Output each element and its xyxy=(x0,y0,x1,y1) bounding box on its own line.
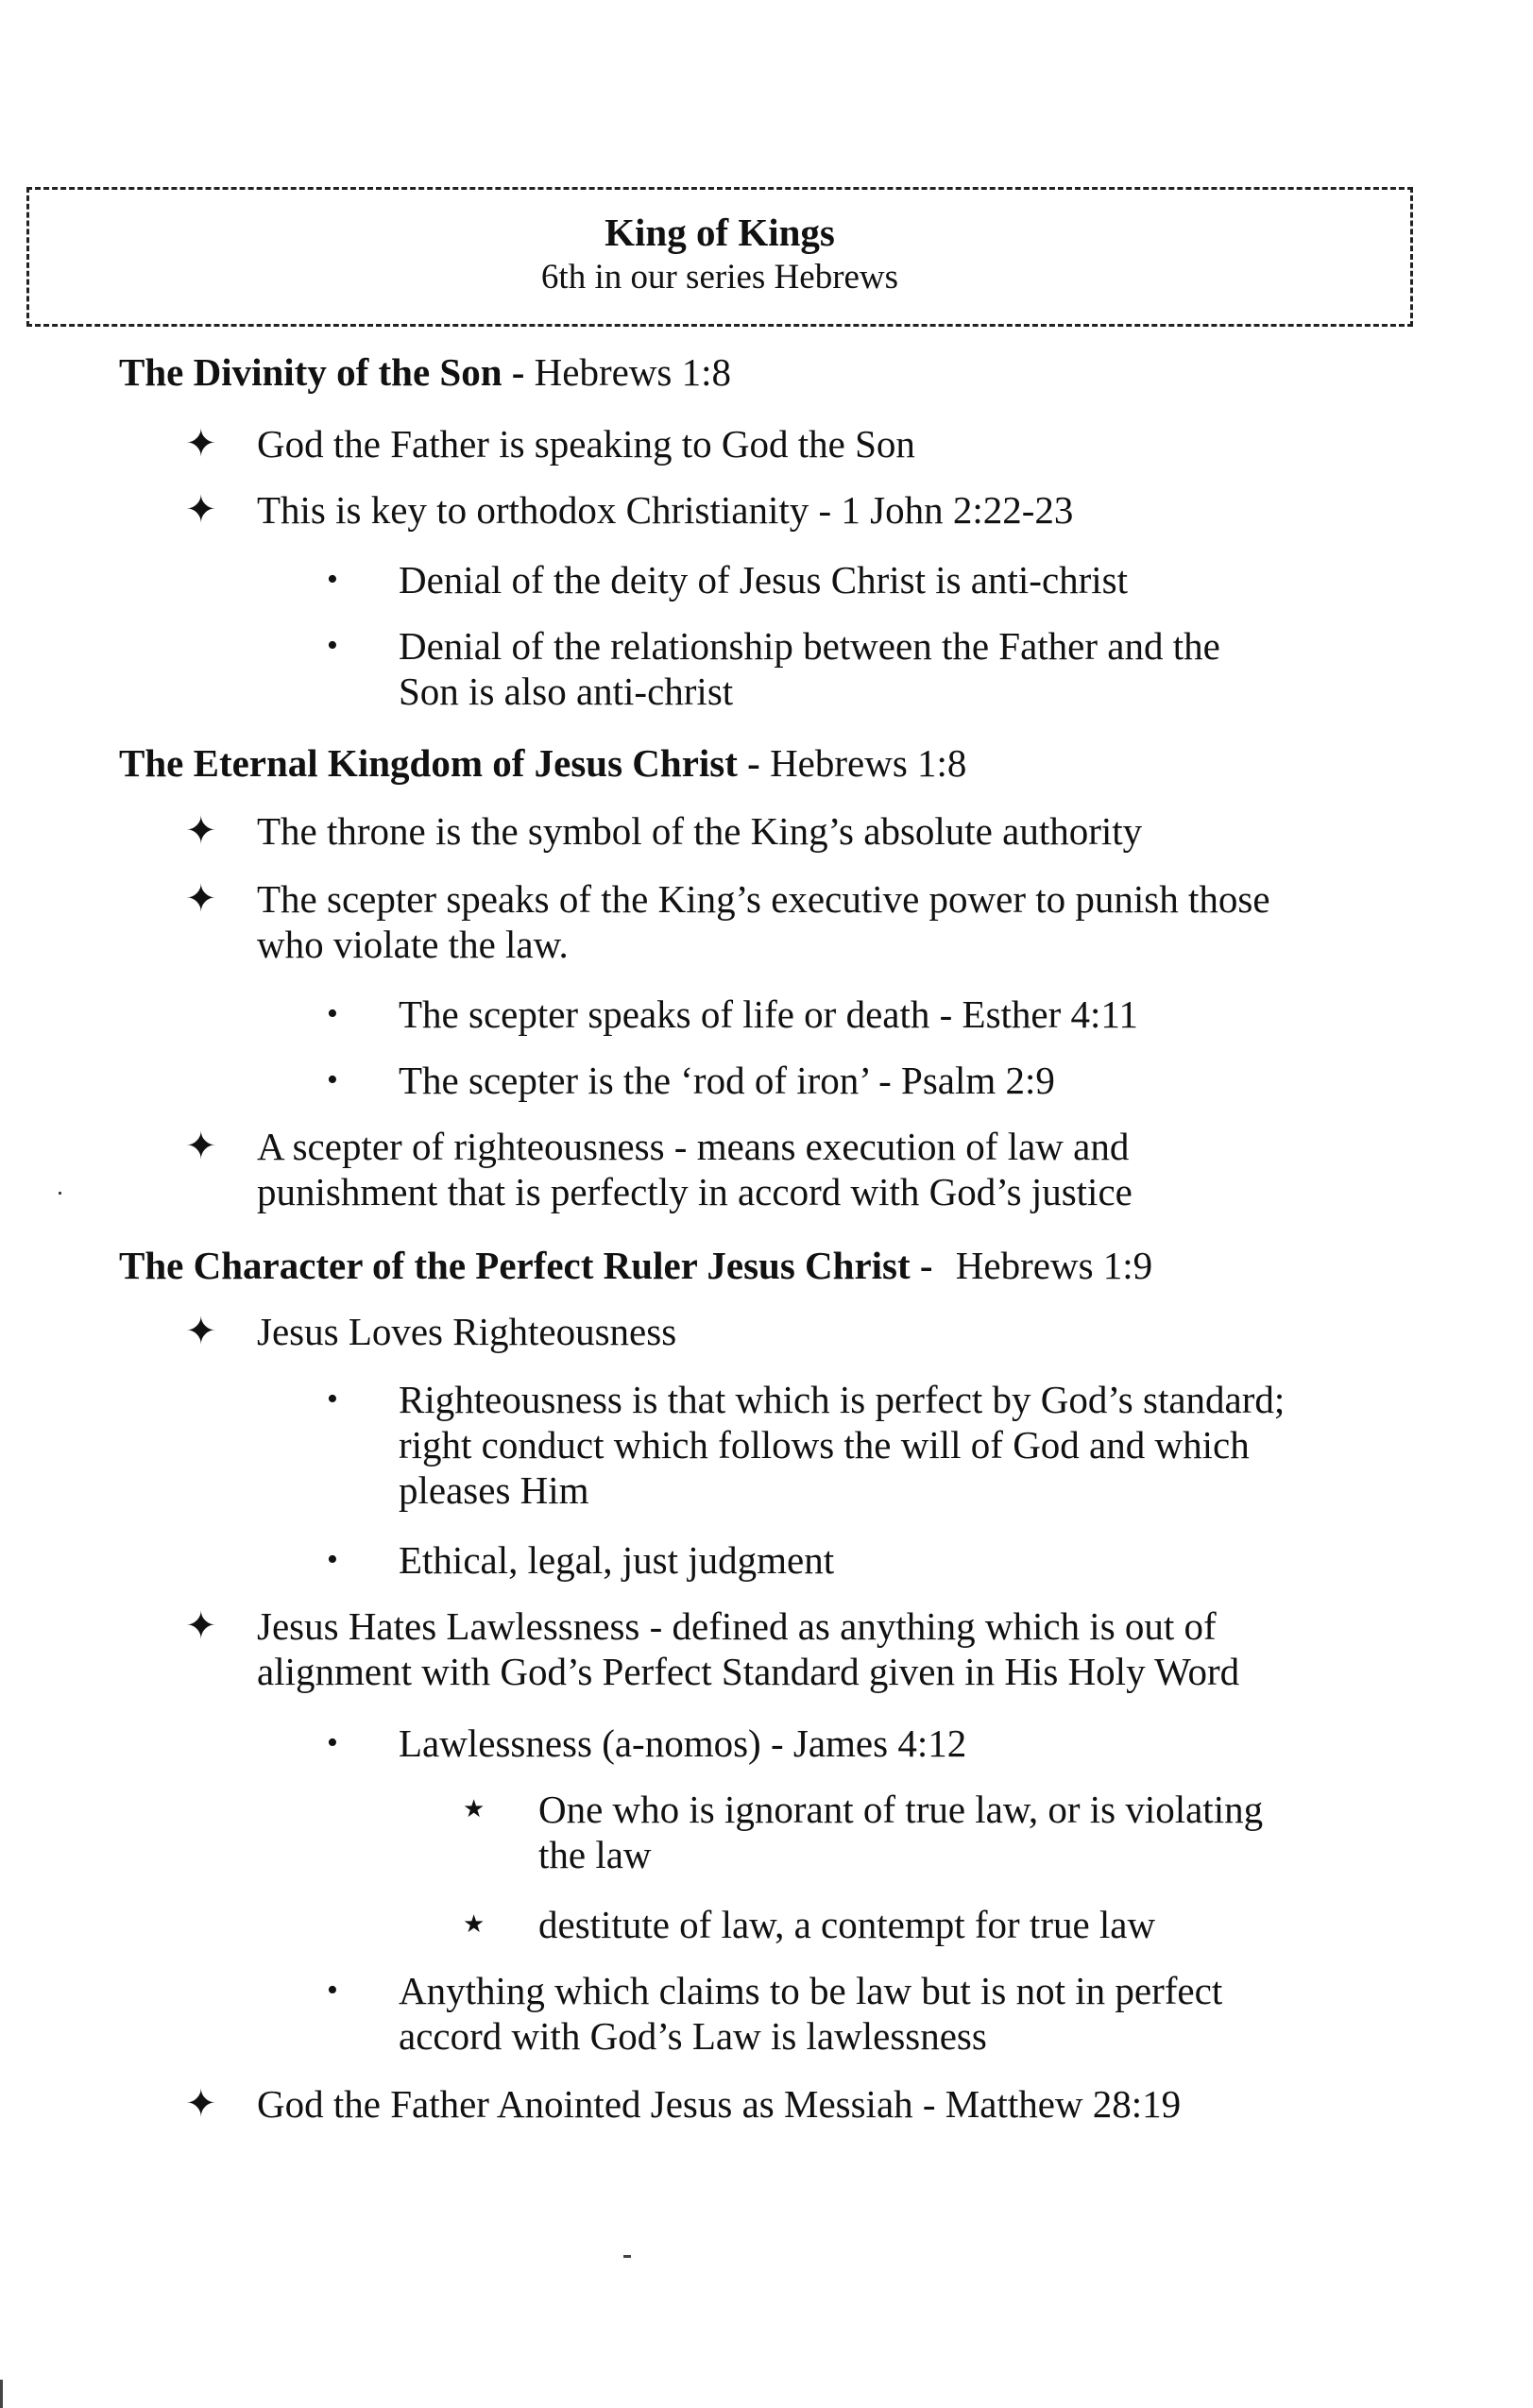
list-item: Ethical, legal, just judgment xyxy=(399,1538,835,1582)
diamond-bullet-icon: ✦ xyxy=(185,1604,217,1647)
list-item-continuation: right conduct which follows the will of God and which xyxy=(399,1423,1250,1467)
list-item: A scepter of righteousness - means execution of law and xyxy=(257,1125,1130,1168)
list-item: destitute of law, a contempt for true law xyxy=(538,1903,1156,1946)
list-item: The scepter is the ‘rod of iron’ - Psalm 2:9 xyxy=(399,1059,1055,1102)
list-item: Anything which claims to be law but is not in perfect xyxy=(399,1969,1223,2012)
section-heading: The Character of the Perfect Ruler Jesus Christ - Hebrews 1:9 xyxy=(119,1244,1153,1287)
list-item: Jesus Hates Lawlessness - defined as anything which is out of xyxy=(257,1604,1217,1648)
list-item: God the Father is speaking to God the Son xyxy=(257,422,915,466)
diamond-bullet-icon: ✦ xyxy=(185,2082,217,2125)
scan-speck xyxy=(623,2255,631,2258)
page-title: King of Kings xyxy=(605,211,835,254)
list-item-continuation: pleases Him xyxy=(399,1468,589,1512)
star-bullet-icon: ★ xyxy=(463,1795,485,1823)
dot-bullet-icon: • xyxy=(327,562,338,597)
dot-bullet-icon: • xyxy=(327,1382,338,1416)
section-heading: The Divinity of the Son - Hebrews 1:8 xyxy=(119,350,732,394)
list-item: The scepter speaks of the King’s executive power to punish those xyxy=(257,877,1270,921)
list-item: Denial of the deity of Jesus Christ is anti-christ xyxy=(399,558,1129,602)
list-item: One who is ignorant of true law, or is violating xyxy=(538,1788,1264,1831)
list-item: Jesus Loves Righteousness xyxy=(257,1310,677,1353)
list-item: Denial of the relationship between the Father and the xyxy=(399,624,1220,668)
list-item: Righteousness is that which is perfect by God’s standard; xyxy=(399,1378,1286,1421)
dot-bullet-icon: • xyxy=(327,1973,338,2008)
list-item-continuation: Son is also anti-christ xyxy=(399,670,734,713)
page-subtitle: 6th in our series Hebrews xyxy=(540,258,899,297)
list-item-continuation: the law xyxy=(538,1833,652,1876)
dot-bullet-icon: • xyxy=(327,1542,338,1577)
section-heading: The Eternal Kingdom of Jesus Christ - Hebrews 1:8 xyxy=(119,741,967,785)
diamond-bullet-icon: ✦ xyxy=(185,1310,217,1352)
list-item: This is key to orthodox Christianity - 1 John 2:22-23 xyxy=(257,488,1074,532)
list-item: Lawlessness (a-nomos) - James 4:12 xyxy=(399,1721,967,1765)
list-item-continuation: punishment that is perfectly in accord with God’s justice xyxy=(257,1170,1133,1213)
dot-bullet-icon: • xyxy=(327,996,338,1031)
scan-edge-mark xyxy=(0,2380,3,2408)
dot-bullet-icon: • xyxy=(327,1725,338,1760)
diamond-bullet-icon: ✦ xyxy=(185,422,217,465)
list-item-continuation: who violate the law. xyxy=(257,923,569,966)
scan-speck xyxy=(59,1192,61,1195)
list-item-continuation: accord with God’s Law is lawlessness xyxy=(399,2014,987,2058)
dot-bullet-icon: • xyxy=(327,1062,338,1097)
dot-bullet-icon: • xyxy=(327,628,338,663)
diamond-bullet-icon: ✦ xyxy=(185,809,217,852)
diamond-bullet-icon: ✦ xyxy=(185,1125,217,1167)
list-item-continuation: alignment with God’s Perfect Standard given in His Holy Word xyxy=(257,1650,1240,1693)
diamond-bullet-icon: ✦ xyxy=(185,488,217,531)
diamond-bullet-icon: ✦ xyxy=(185,877,217,920)
list-item: God the Father Anointed Jesus as Messiah - Matthew 28:19 xyxy=(257,2082,1182,2126)
list-item: The throne is the symbol of the King’s absolute authority xyxy=(257,809,1143,853)
list-item: The scepter speaks of life or death - Esther 4:11 xyxy=(399,992,1138,1036)
star-bullet-icon: ★ xyxy=(463,1910,485,1938)
